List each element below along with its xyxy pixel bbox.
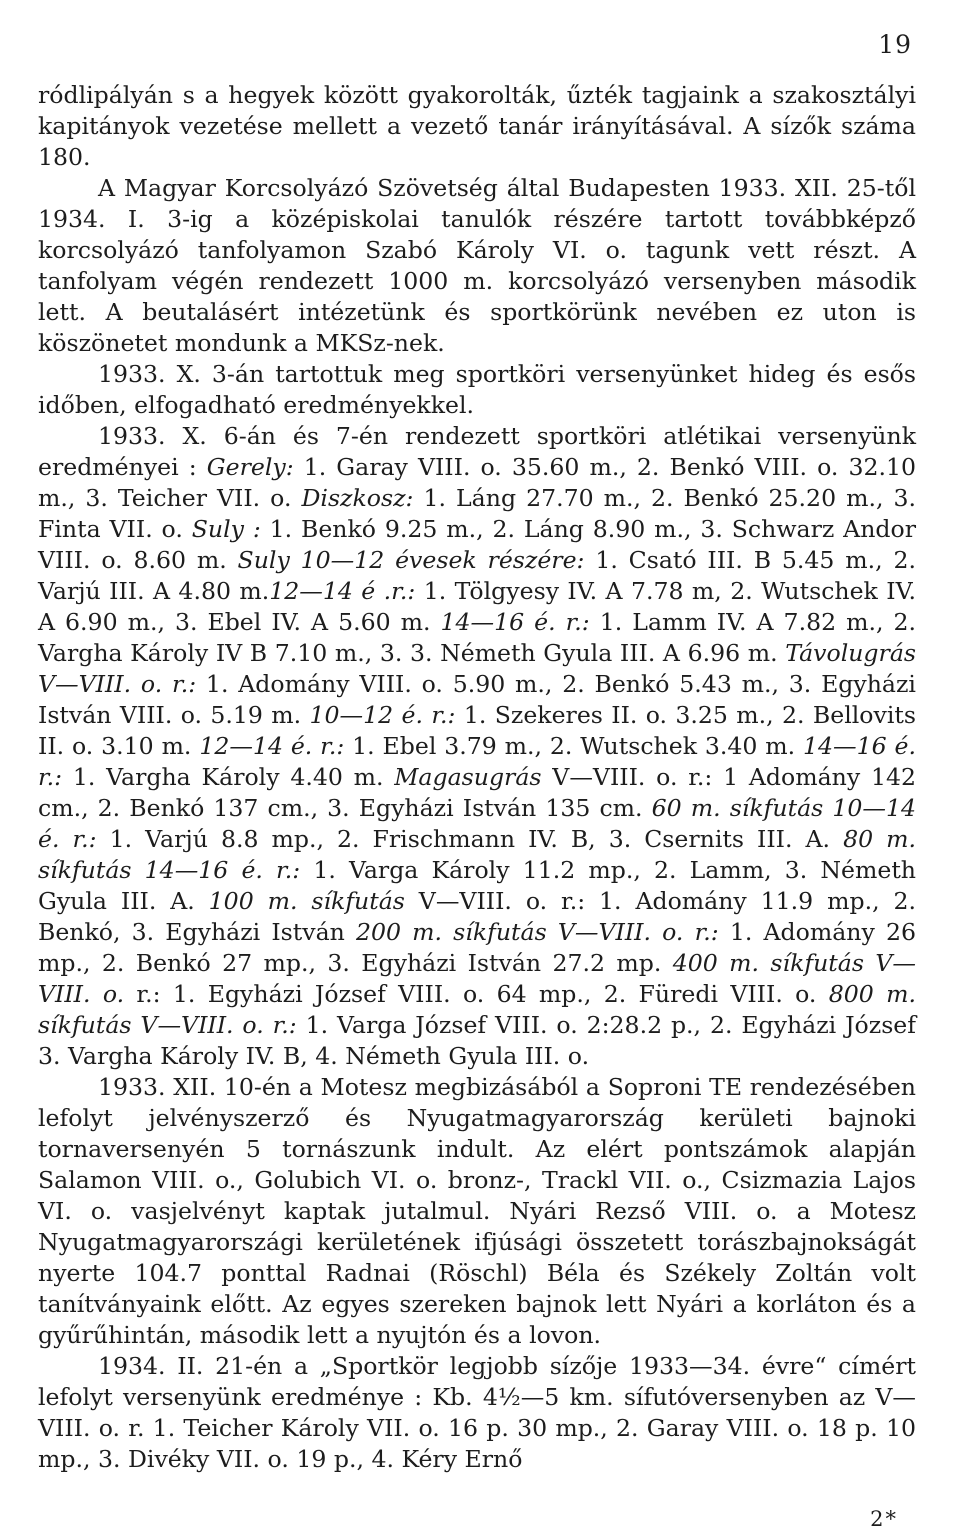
text-segment: 1. Tölgyesy IV. A 7.78 m, 2. Wutschek IV. A 6.90 m., 3. Ebel IV. A 5.60 m.: [38, 577, 916, 636]
text-segment: 1. Benkó 9.25 m., 2. Láng 8.90 m., 3. Schwarz Andor VIII. o. 8.60 m.: [38, 515, 916, 574]
text-segment: 1. Lamm IV. A 7.82 m., 2. Vargha Károly IV B 7.10 m., 3. 3. Németh Gyula III. A 6.96 m.: [38, 608, 916, 667]
italic-segment: 12—14 é .r.:: [269, 577, 416, 605]
italic-segment: Suly :: [191, 515, 261, 543]
italic-segment: 400 m. síkfutás V—VIII. o.: [38, 949, 916, 1008]
italic-segment: 12—14 é. r.:: [199, 732, 345, 760]
signature-mark: 2*: [870, 1507, 898, 1531]
page-number: 19: [878, 30, 912, 59]
text-segment: 1. Varjú 8.8 mp., 2. Frischmann IV. B, 3. Csernits III. A.: [96, 825, 844, 853]
text-segment: 1. Garay VIII. o. 35.60 m., 2. Benkó VIII. o. 32.10 m., 3. Teicher VII. o.: [38, 453, 917, 512]
text-segment: 1. Csató III. B 5.45 m., 2. Varjú III. A 4.80 m.: [38, 546, 916, 605]
text-segment: 1933. X. 3-án tartottuk meg sportköri versenyünket hideg és esős időben, elfogadható eredményekkel.: [38, 360, 916, 419]
text-segment: 1933. XII. 10-én a Motesz megbizásából a Soproni TE rendezésében lefolyt jelvényszerző és Nyugatmagyarország kerületi bajnoki tornaversenyén 5 tornászunk indult. Az elért pontszámok alapján Salamon VIII. o., Golubich VI. o. bronz-, Trackl VII. o., Csizmazia Lajos VI. o. vasjelvényt kaptak jutalmul. Nyári Rezső VIII. o. a Motesz Nyugatmagyarországi kerületének ifjúsági összetett torászbajnokságát nyerte 104.7 ponttal Radnai (Röschl) Béla és Székely Zoltán volt tanítványaink előtt. Az egyes szereken bajnok lett Nyári a korláton és a gyűrűhintán, második lett a nyujtón és a lovon.: [38, 1073, 916, 1349]
italic-segment: 60 m. síkfutás 10—14 é. r.:: [38, 794, 916, 853]
text-segment: 1934. II. 21-én a „Sportkör legjobb sízője 1933—34. évre“ címért lefolyt versenyünk eredménye : Kb. 4½—5 km. sífutóversenyben az V—VIII. o. r. 1. Teicher Károly VII. o. 16 p. 30 mp., 2. Garay VIII. o. 18 p. 10 mp., 3. Divéky VII. o. 19 p., 4. Kéry Ernő: [38, 1352, 916, 1473]
paragraph: [38, 1351, 916, 1475]
text-segment: A Magyar Korcsolyázó Szövetség által Budapesten 1933. XII. 25-től 1934. I. 3-ig a középiskolai tanulók részére tartott továbbképző korcsolyázó tanfolyamon Szabó Károly VI. o. tagunk vett részt. A tanfolyam végén rendezett 1000 m. korcsolyázó versenyben második lett. A beutalásért intézetünk és sportkörünk nevében ez uton is köszönetet mondunk a MKSz-nek.: [38, 174, 916, 357]
text-segment: 1. Varga Károly 11.2 mp., 2. Lamm, 3. Németh Gyula III. A.: [38, 856, 916, 915]
italic-segment: 14—16 é. r.:: [440, 608, 590, 636]
text-segment: r.: 1. Egyházi József VIII. o. 64 mp., 2. Füredi VIII. o.: [124, 980, 829, 1008]
italic-segment: 80 m. síkfutás 14—16 é. r.:: [38, 825, 916, 884]
italic-segment: Gerely:: [206, 453, 294, 481]
italic-segment: Suly 10—12 évesek részére:: [237, 546, 585, 574]
text-segment: 1. Szekeres II. o. 3.25 m., 2. Bellovits II. o. 3.10 m.: [38, 701, 916, 760]
text-segment: 1. Varga József VIII. o. 2:28.2 p., 2. Egyházi József 3. Vargha Károly IV. B, 4. Németh Gyula III. o.: [38, 1011, 916, 1070]
italic-segment: Magasugrás: [394, 763, 542, 791]
paragraph: [38, 359, 916, 421]
text-segment: 1933. X. 6-án és 7-én rendezett sportköri atlétikai versenyünk eredményei :: [38, 422, 916, 481]
paragraph: [38, 80, 916, 173]
text-segment: 1. Vargha Károly 4.40 m.: [62, 763, 395, 791]
body-text: [38, 80, 916, 1475]
italic-segment: 10—12 é. r.:: [309, 701, 456, 729]
text-segment: 1. Adomány VIII. o. 5.90 m., 2. Benkó 5.43 m., 3. Egyházi István VIII. o. 5.19 m.: [38, 670, 916, 729]
paragraph: [38, 173, 916, 359]
italic-segment: Távolugrás V—VIII. o. r.:: [38, 639, 916, 698]
text-segment: 1. Ebel 3.79 m., 2. Wutschek 3.40 m.: [344, 732, 804, 760]
italic-segment: Diszkosz:: [301, 484, 414, 512]
italic-segment: 800 m. síkfutás V—VIII. o. r.:: [38, 980, 916, 1039]
text-segment: V—VIII. o. r.: 1 Adomány 142 cm., 2. Benkó 137 cm., 3. Egyházi István 135 cm.: [38, 763, 916, 822]
italic-segment: 100 m. síkfutás: [208, 887, 405, 915]
text-segment: 1. Láng 27.70 m., 2. Benkó 25.20 m., 3. Finta VII. o.: [38, 484, 916, 543]
text-segment: 1. Adomány 26 mp., 2. Benkó 27 mp., 3. Egyházi István 27.2 mp.: [38, 918, 916, 977]
paragraph: [38, 1072, 916, 1351]
text-segment: V—VIII. o. r.: 1. Adomány 11.9 mp., 2. Benkó, 3. Egyházi István: [38, 887, 916, 946]
italic-segment: 200 m. síkfutás V—VIII. o. r.:: [355, 918, 719, 946]
paragraph: [38, 421, 916, 1072]
text-segment: ródlipályán s a hegyek között gyakorolták, űzték tagjaink a szakosztályi kapitányok vezetése mellett a vezető tanár irányításával. A sízők száma 180.: [38, 81, 916, 171]
italic-segment: 14—16 é. r.:: [38, 732, 916, 791]
